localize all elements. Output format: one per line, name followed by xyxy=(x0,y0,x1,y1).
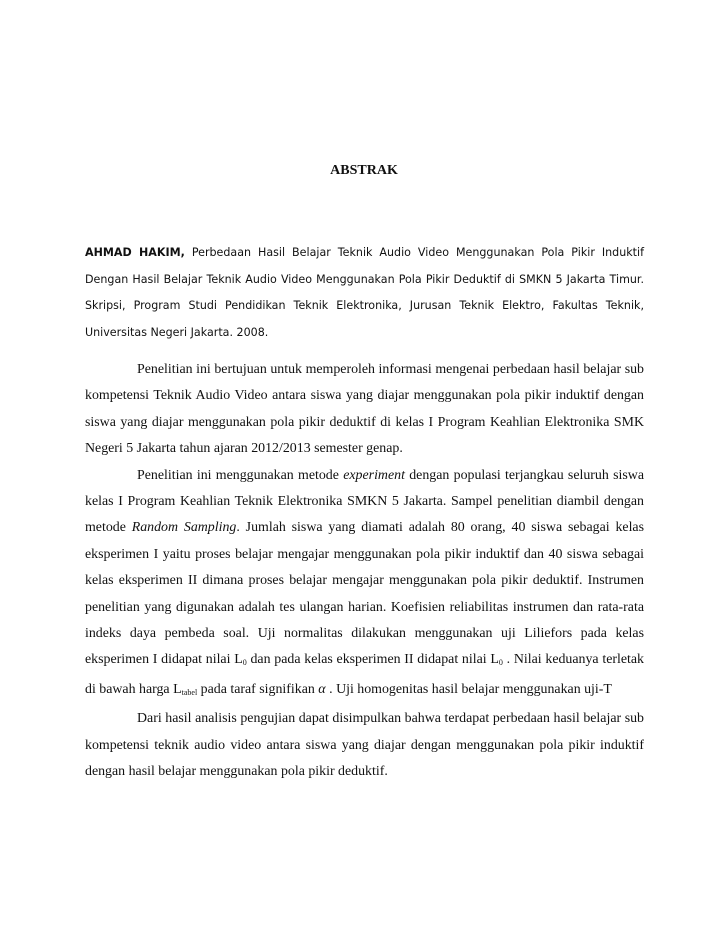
math-alpha: α xyxy=(318,681,326,697)
math-l-tabel-base: L xyxy=(173,681,182,697)
paragraph-2-text-6: pada taraf signifikan xyxy=(197,681,319,697)
bibliographic-reference xyxy=(85,240,644,346)
abstract-paragraph-2 xyxy=(85,463,644,707)
paragraph-2-text-7: . Uji homogenitas hasil belajar menggunakan uji-T xyxy=(325,681,612,697)
math-l0-first xyxy=(234,652,247,667)
abstract-paragraph-3: Dari hasil analisis pengujian dapat disimpulkan bahwa terdapat perbedaan hasil belajar sub kompetensi teknik audio video antara siswa yang diajar dengan menggunakan pola pikir induktif dengan hasil belajar menggunakan pola pikir deduktif. xyxy=(85,711,644,780)
paragraph-2-text-2: dengan populasi terjangkau seluruh siswa kelas I Program Keahlian Teknik Elektronika SMKN 5 Jakarta. Sampel penelitian diambil dengan metode xyxy=(85,467,644,536)
paragraph-2-text-5: . Nilai keduanya terletak di bawah harga xyxy=(85,652,644,697)
math-l0-first-sub: 0 xyxy=(242,658,247,668)
paragraph-2-text-1: Penelitian ini menggunakan metode xyxy=(137,467,344,483)
abstract-body xyxy=(85,357,644,786)
math-l0-second xyxy=(490,652,503,667)
abstract-paragraph-1: Penelitian ini bertujuan untuk memperoleh informasi mengenai perbedaan hasil belajar sub kompetensi Teknik Audio Video antara siswa yang diajar menggunakan pola pikir induktif dengan siswa yang diajar menggunakan pola pikir deduktif di kelas I Program Keahlian Elektronika SMK Negeri 5 Jakarta tahun ajaran 2012/2013 semester genap. xyxy=(85,362,644,457)
term-experiment: experiment xyxy=(343,467,405,483)
math-l-tabel-sub: tabel xyxy=(181,687,198,697)
term-random-sampling: Random Sampling xyxy=(131,520,237,536)
paragraph-2-text-3: . Jumlah siswa yang diamati adalah 80 orang, 40 siswa sebagai kelas eksperimen I yaitu proses belajar mengajar menggunakan pola pikir induktif dan 40 siswa sebagai kelas eksperimen II dimana proses belajar mengajar menggunakan pola pikir deduktif. Instrumen penelitian yang digunakan adalah tes ulangan harian. Koefisien reliabilitas instrumen dan rata-rata indeks daya pembeda soal. Uji normalitas dilakukan menggunakan uji Liliefors pada kelas eksperimen I didapat nilai xyxy=(85,520,644,668)
math-l0-first-base: L xyxy=(234,652,243,668)
page-title: ABSTRAK xyxy=(330,163,398,178)
author-name: AHMAD HAKIM, xyxy=(85,246,185,259)
reference-text: Perbedaan Hasil Belajar Teknik Audio Video Menggunakan Pola Pikir Induktif Dengan Hasil Belajar Teknik Audio Video Menggunakan Pola Pikir Deduktif di SMKN 5 Jakarta Timur. Skripsi, Program Studi Pendidikan Teknik Elektronika, Jurusan Teknik Elektro, Fakultas Teknik, Universitas Negeri Jakarta. 2008. xyxy=(85,246,644,339)
paragraph-2-text-4: dan pada kelas eksperimen II didapat nilai xyxy=(246,652,491,668)
math-l0-second-sub: 0 xyxy=(498,658,503,668)
math-l0-second-base: L xyxy=(490,652,499,668)
math-l-tabel xyxy=(173,682,197,697)
